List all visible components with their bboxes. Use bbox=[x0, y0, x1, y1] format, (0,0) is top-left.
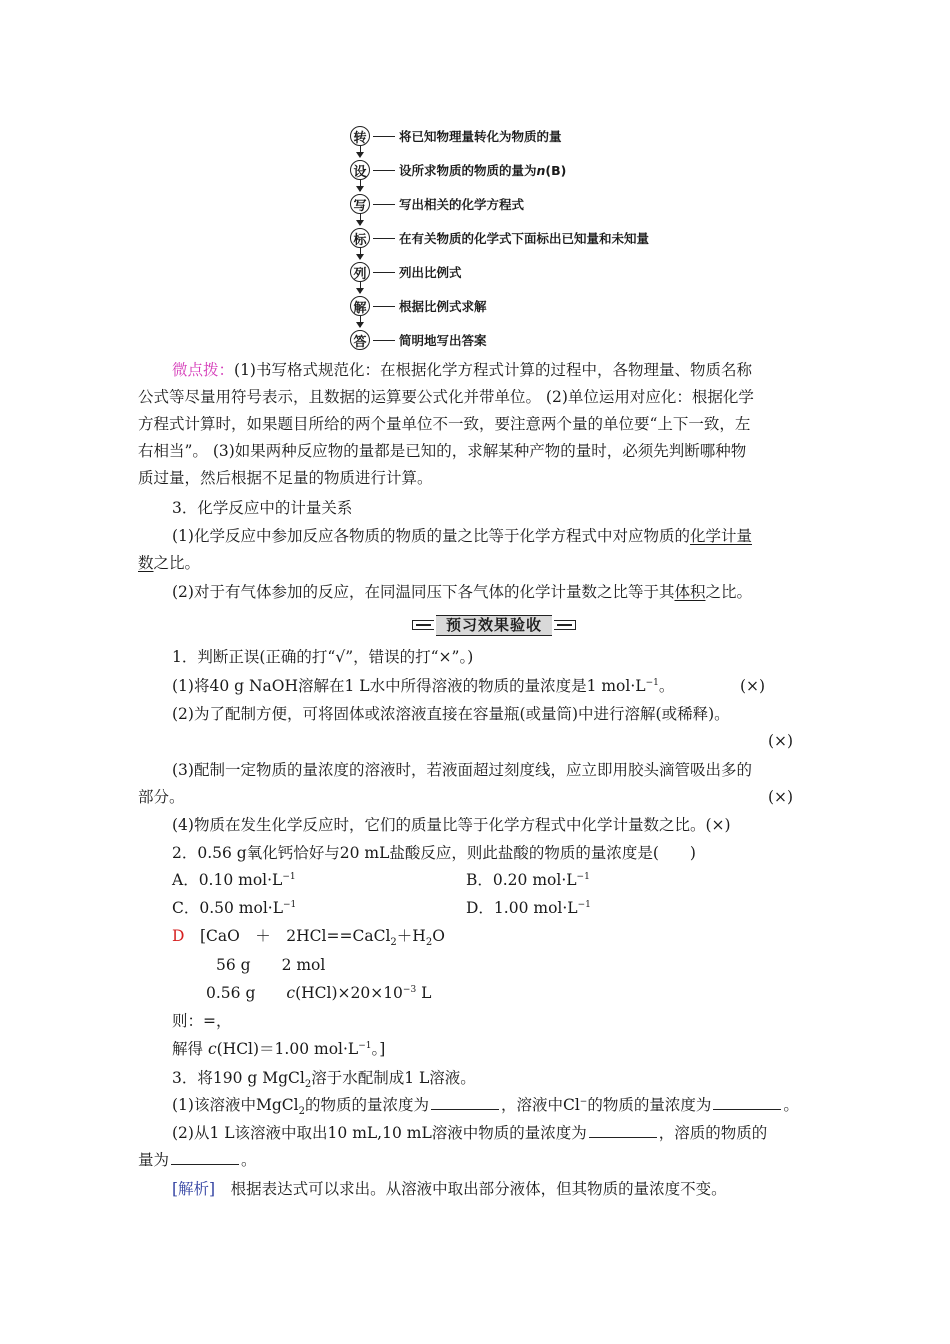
q2-solution: 解得 c(HCl)＝1.00 $mol\cdot L^{-1}$。] bbox=[172, 1040, 386, 1058]
tip-line-3: 方程式计算时，如果题目所给的两个量单位不一致，要注意两个量的单位要“上下一致，左 bbox=[138, 415, 751, 433]
q3-part-2b: 量为 。 bbox=[138, 1151, 257, 1169]
step-text: 将已知物理量转化为物质的量 bbox=[399, 129, 562, 144]
flow-step-1 bbox=[350, 124, 562, 148]
flow-step-2 bbox=[350, 158, 566, 182]
step-text: 列出比例式 bbox=[399, 265, 462, 280]
step-circle: 写 bbox=[350, 194, 370, 214]
step-circle: 设 bbox=[350, 160, 370, 180]
answer-blank[interactable] bbox=[431, 1095, 499, 1110]
answer-blank[interactable] bbox=[171, 1150, 239, 1165]
q2-answer-letter: D bbox=[172, 927, 185, 945]
q2-option-b: B．0.20 $mol\cdot L^{-1}$ bbox=[466, 871, 590, 889]
q1-answer-2: (×) bbox=[768, 732, 794, 750]
q3-title: 3．将190 g MgCl$_2$溶于水配制成1 L溶液。 bbox=[172, 1069, 476, 1091]
q1-title: 1．判断正误(正确的打“√”，错误的打“×”。) bbox=[172, 648, 474, 666]
answer-underline: 化学计量 bbox=[689, 527, 752, 545]
q2-option-c: C．0.50 $mol\cdot L^{-1}$ bbox=[172, 899, 297, 917]
flow-step-3 bbox=[350, 192, 524, 216]
q2-then: 则：=， bbox=[172, 1012, 232, 1030]
q1-answer-1: (×) bbox=[740, 677, 766, 695]
q2-ratio-row-1: 56 g 2 mol bbox=[216, 956, 326, 974]
step-text: 简明地写出答案 bbox=[399, 333, 487, 348]
tip-label: 微点拨： bbox=[172, 361, 235, 379]
step-text: 根据比例式求解 bbox=[399, 299, 487, 314]
answer-blank[interactable] bbox=[589, 1123, 657, 1138]
tip-line-5: 质过量，然后根据不足量的物质进行计算。 bbox=[138, 469, 433, 487]
q1-statement-1: (1)将40 g NaOH溶解在1 L水中所得溶液的物质的量浓度是1 $mol\cdot L^{-1}$。 bbox=[172, 677, 675, 695]
section-heading: 3．化学反应中的计量关系 bbox=[172, 499, 353, 517]
q3-part-1: (1)该溶液中MgCl$_2$的物质的量浓度为 ，溶液中Cl−的物质的量浓度为 。 bbox=[172, 1096, 799, 1118]
q1-answer-3: (×) bbox=[768, 788, 794, 806]
q1-statement-3b: 部分。 bbox=[138, 788, 185, 806]
step-circle: 转 bbox=[350, 126, 370, 146]
q1-statement-2: (2)为了配制方便，可将固体或浓溶液直接在容量瓶(或量筒)中进行溶解(或稀释)。 bbox=[172, 705, 730, 723]
answer-underline: 数 bbox=[138, 554, 154, 572]
step-text: 写出相关的化学方程式 bbox=[399, 197, 525, 212]
sec3-p2: (2)对于有气体参加的反应，在同温同压下各气体的化学计量数之比等于其体积之比。 bbox=[172, 583, 752, 601]
tip-line-2: 公式等尽量用符号表示，且数据的运算要公式化并带单位。 (2)单位运用对应化：根据化学 bbox=[138, 388, 754, 406]
step-circle: 答 bbox=[350, 330, 370, 350]
tip-line-1: 微点拨：(1)书写格式规范化：在根据化学方程式计算的过程中，各物理量、物质名称 bbox=[172, 361, 752, 379]
sec3-p1-line2: 数之比。 bbox=[138, 554, 201, 572]
q1-statement-3: (3)配制一定物质的量浓度的溶液时，若液面超过刻度线，应立即用胶头滴管吸出多的 bbox=[172, 761, 752, 779]
step-circle: 解 bbox=[350, 296, 370, 316]
step-text: 在有关物质的化学式下面标出已知量和未知量 bbox=[399, 231, 650, 246]
flow-step-6 bbox=[350, 294, 487, 318]
flow-step-7 bbox=[350, 328, 487, 352]
q3-analysis: [解析] 根据表达式可以求出。从溶液中取出部分液体，但其物质的量浓度不变。 bbox=[172, 1180, 727, 1198]
step-circle: 标 bbox=[350, 228, 370, 248]
q2-equation: D [CaO ＋ $2HCl==CaCl_2+H_2O$ bbox=[172, 927, 445, 949]
q3-part-2: (2)从1 L该溶液中取出10 mL,10 mL溶液中物质的量浓度为 ，溶质的物质的 bbox=[172, 1124, 768, 1142]
section-banner bbox=[412, 614, 576, 636]
answer-underline: 体积 bbox=[674, 583, 706, 601]
sec3-p1-line1: (1)化学反应中参加反应各物质的物质的量之比等于化学方程式中对应物质的化学计量 bbox=[172, 527, 752, 545]
flow-step-4 bbox=[350, 226, 649, 250]
answer-blank[interactable] bbox=[713, 1095, 781, 1110]
flow-step-5 bbox=[350, 260, 462, 284]
step-text: 设所求物质的物质的量为n(B) bbox=[399, 163, 567, 178]
step-circle: 列 bbox=[350, 262, 370, 282]
q2-option-a: A．0.10 $mol\cdot L^{-1}$ bbox=[172, 871, 296, 889]
calculation-steps-flowchart bbox=[350, 122, 770, 357]
banner-title: 预习效果验收 bbox=[436, 615, 552, 636]
q1-statement-4: (4)物质在发生化学反应时，它们的质量比等于化学方程式中化学计量数之比。(×) bbox=[172, 816, 731, 834]
tip-line-4: 右相当”。 (3)如果两种反应物的量都是已知的，求解某种产物的量时，必须先判断哪种物 bbox=[138, 442, 747, 460]
q2-ratio-row-2: 0.56 g $c(HCl)\times 20\times 10^{-3}$ L bbox=[206, 984, 432, 1002]
analysis-label: [解析] bbox=[172, 1180, 216, 1198]
q2-option-d: D．1.00 $mol\cdot L^{-1}$ bbox=[466, 899, 591, 917]
q2-title: 2．0.56 g氧化钙恰好与20 mL盐酸反应，则此盐酸的物质的量浓度是( ) bbox=[172, 844, 696, 862]
